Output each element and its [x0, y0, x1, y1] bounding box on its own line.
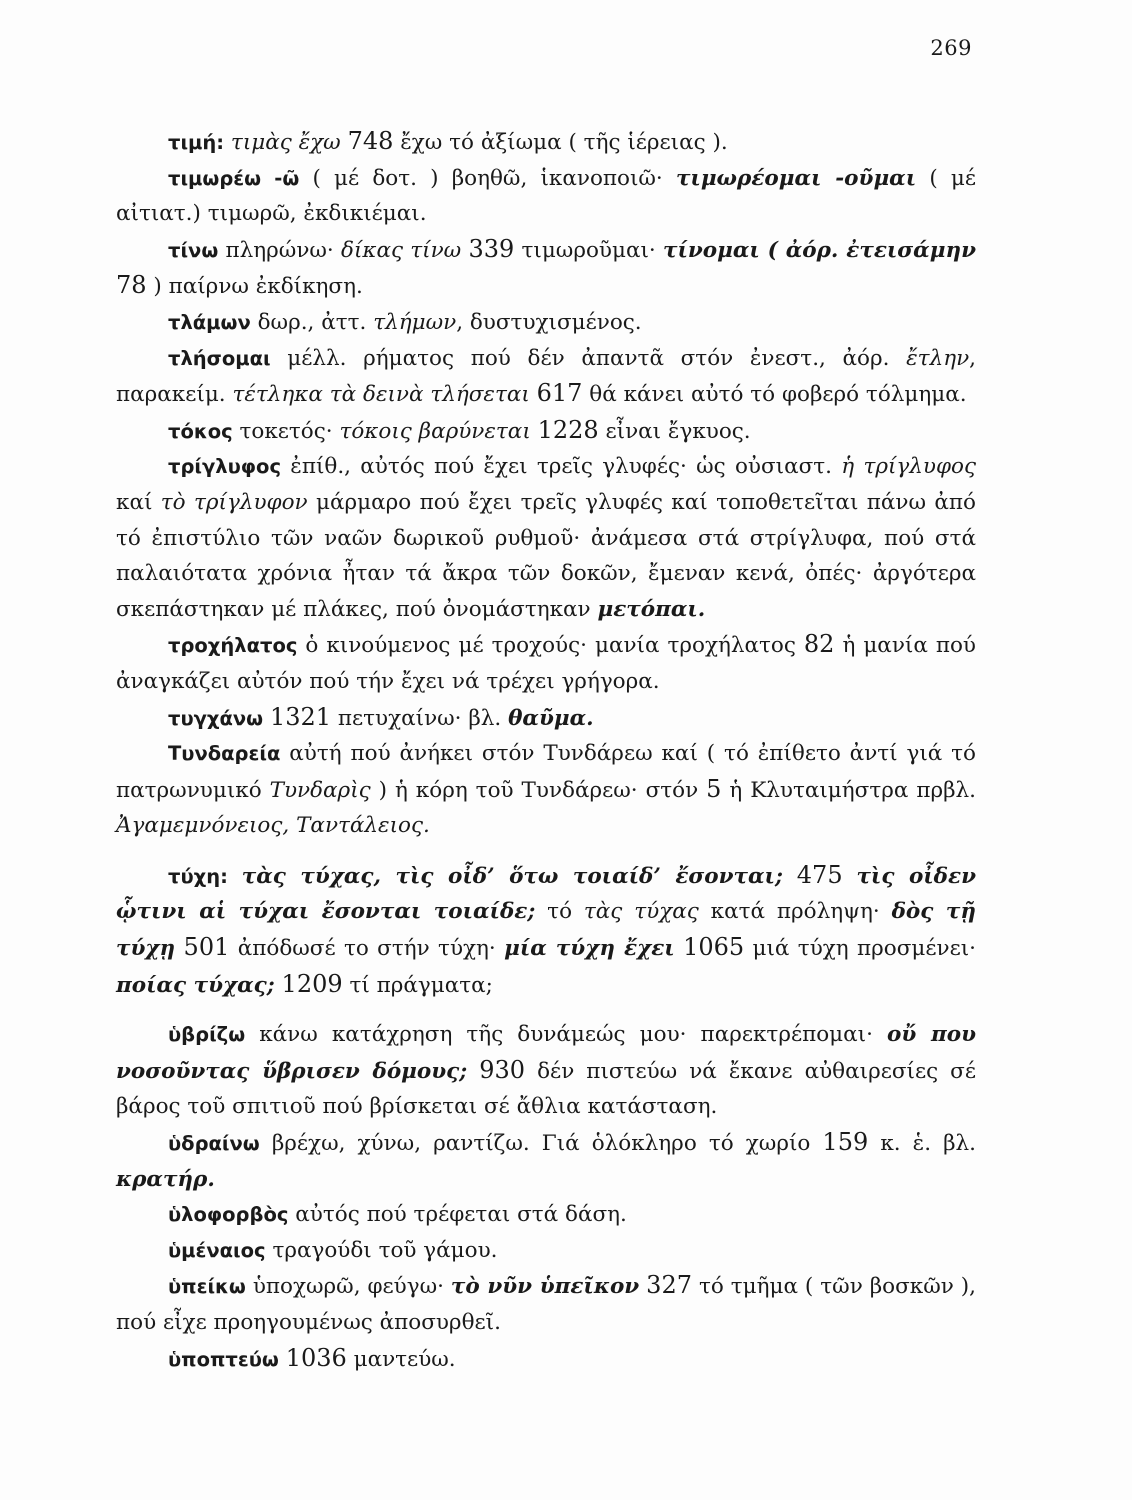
- entry-text: [279, 1347, 286, 1372]
- entry-headword: ὑβρίζω: [168, 1023, 246, 1047]
- entry-italic-phrase: τλήμων: [373, 309, 457, 335]
- entry-text: ἔχω τό ἀξίωμα ( τῆς ἱέρειας ).: [393, 130, 728, 155]
- line-reference: 501: [183, 933, 230, 962]
- entry-headword: τροχήλατος: [168, 634, 298, 658]
- entry-headword: ὑποπτεύω: [168, 1347, 279, 1371]
- entry-italic-phrase: Τυνδαρὶς: [269, 777, 371, 803]
- entry-headword: τυγχάνω: [168, 706, 264, 730]
- entry-quote: μία τύχη ἔχει: [504, 936, 675, 962]
- entry-text: , δυστυχισμένος.: [456, 309, 642, 335]
- entry-text: μάρμαρο πού ἔχει τρεῖς γλυφές καί τοποθετεῖται πάνω ἀπό τό ἐπιστύλιο τῶν ναῶν δωρικοῦ ρυθμοῦ· ἀνάμεσα στά στρίγλυφα, πού στά παλαιότατα χρόνια ἦταν τά ἄκρα τῶν δοκῶν, ἔμεναν κενά, ὀπές· ἀργότερα σκεπάστηκαν μέ πλάκες, πού ὀνομάστηκαν: [116, 489, 976, 622]
- entry-quote: κρατήρ.: [116, 1166, 215, 1192]
- entry-text: ἡ μανία πού ἀναγκάζει αὐτόν πού τήν ἔχει νά τρέχει γρήγορα.: [116, 633, 976, 694]
- entry-text: [224, 130, 231, 155]
- glossary-entry: [116, 1017, 976, 1125]
- entry-italic-phrase: τιμὰς ἔχω: [230, 130, 341, 155]
- entry-text: [263, 706, 270, 731]
- entry-text: μέλλ. ρήματος πού δέν ἀπαντᾶ στόν ἐνεστ., ἀόρ.: [270, 345, 907, 371]
- entry-headword: τύχη:: [168, 864, 228, 888]
- glossary-entry: [116, 305, 976, 341]
- entry-headword: ὑμέναιος: [168, 1238, 266, 1262]
- entry-headword: τόκος: [168, 419, 233, 443]
- glossary-entry: [116, 1197, 976, 1233]
- entry-headword: τιμή:: [168, 131, 225, 154]
- glossary-entry: [116, 700, 976, 737]
- entry-text: ὁ κινούμενος μέ τροχούς· μανία τροχήλατος: [297, 633, 804, 659]
- entry-headword: τλάμων: [168, 310, 251, 334]
- entry-text: [275, 973, 282, 998]
- glossary-entry: [116, 627, 976, 699]
- line-reference: 327: [646, 1271, 692, 1300]
- glossary-entry: [116, 736, 976, 844]
- entry-headword: τλήσομαι: [168, 346, 271, 370]
- entry-text: τό: [535, 899, 584, 925]
- line-reference: 159: [822, 1128, 869, 1157]
- entry-text: , παρακείμ.: [116, 345, 976, 408]
- entry-headword: ὑλοφορβὸς: [168, 1203, 289, 1227]
- entry-italic-phrase: τὰς τύχας: [583, 899, 699, 925]
- glossary-entry: [116, 341, 976, 413]
- line-reference: 617: [536, 379, 583, 408]
- entry-text: ἀπόδωσέ το στήν τύχη·: [229, 936, 505, 962]
- entry-text: κάνω κατάχρηση τῆς δυνάμεώς μου· παρεκτρέπομαι·: [245, 1022, 888, 1048]
- entry-text: ( μέ δοτ. ) βοηθῶ, ἱκανοποιῶ·: [299, 165, 676, 191]
- glossary-entry: [116, 124, 976, 161]
- entry-text: θά κάνει αὐτό τό φοβερό τόλμημα.: [582, 382, 967, 408]
- entry-text: [783, 864, 797, 889]
- entry-text: ( μέ αἰτιατ.) τιμωρῶ, ἐκδικιέμαι.: [116, 165, 977, 227]
- entry-text: τραγούδι τοῦ γάμου.: [265, 1237, 498, 1263]
- entry-text: πετυχαίνω· βλ.: [331, 705, 509, 731]
- glossary-entry: [116, 232, 976, 305]
- glossary-body: [116, 124, 976, 1377]
- glossary-entry: [116, 449, 976, 627]
- entry-quote: μετόπαι.: [597, 596, 706, 622]
- entry-text: [228, 864, 242, 889]
- page-number: 269: [930, 36, 972, 60]
- entry-quote: τὸ νῦν ὑπεῖκον: [450, 1274, 640, 1300]
- entry-quote: τὶς οἶδεν ᾧτινι αἱ τύχαι ἔσονται τοιαίδε;: [116, 863, 977, 925]
- line-reference: 82: [803, 630, 835, 659]
- entry-quote: θαῦμα.: [508, 705, 594, 731]
- entry-italic-phrase: ἔτλην: [906, 345, 970, 371]
- entry-italic-phrase: τέτληκα τὰ δεινὰ τλήσεται: [232, 382, 530, 408]
- entry-quote: τίνομαι ( ἀόρ. ἐτεισάμην: [662, 237, 976, 263]
- entry-text: τοκετός·: [232, 418, 340, 444]
- line-reference: 1065: [683, 933, 745, 962]
- entry-italic-phrase: τὸ τρίγλυφον: [160, 489, 308, 515]
- entry-text: δέν πιστεύω νά ἔκανε αὐθαιρεσίες σέ βάρος τοῦ σπιτιοῦ πού βρίσκεται σέ ἄθλια κατάσταση.: [116, 1058, 976, 1120]
- line-reference: 339: [468, 234, 515, 263]
- line-reference: 1036: [285, 1343, 347, 1372]
- entry-headword: ὑδραίνω: [168, 1132, 260, 1156]
- entry-headword: τιμωρέω -ῶ: [168, 166, 300, 190]
- entry-headword: ὑπείκω: [168, 1275, 246, 1299]
- entry-headword: Τυνδαρεία: [168, 742, 281, 766]
- glossary-entry: [116, 1233, 976, 1269]
- entry-text: μιά τύχη προσμένει·: [744, 936, 977, 962]
- entry-text: [675, 936, 683, 961]
- entry-text: εἶναι ἔγκυος.: [598, 418, 751, 444]
- glossary-entry: [116, 1341, 976, 1378]
- line-reference: 78: [116, 271, 147, 300]
- entry-text: [531, 419, 538, 444]
- entry-text: αὐτός πού τρέφεται στά δάση.: [288, 1202, 627, 1228]
- entry-text: ) ἡ κόρη τοῦ Τυνδάρεω· στόν: [370, 777, 707, 803]
- line-reference: 1321: [269, 702, 332, 731]
- entry-quote: τιμωρέομαι -οῦμαι: [675, 165, 917, 191]
- entry-quote: δὸς τῇ τύχῃ: [116, 899, 976, 962]
- entry-text: [843, 864, 857, 889]
- line-reference: 5: [706, 774, 722, 803]
- entry-text: [175, 936, 183, 961]
- entry-italic-phrase: Ἀγαμεμνόνειος, Ταντάλειος.: [116, 813, 430, 839]
- entry-quote: τὰς τύχας, τὶς οἶδ’ ὅτω τοιαίδ’ ἔσονται;: [241, 863, 783, 889]
- glossary-entry: [116, 413, 976, 450]
- line-reference: 930: [479, 1055, 526, 1084]
- line-reference: 1228: [537, 415, 599, 444]
- glossary-entry: [116, 1125, 976, 1197]
- entry-italic-phrase: ἡ τρίγλυφος: [841, 454, 976, 480]
- entry-headword: τίνω: [168, 238, 219, 262]
- entry-text: βρέχω, χύνω, ραντίζω. Γιά ὁλόκληρο τό χωρίο: [259, 1131, 823, 1157]
- entry-headword: τρίγλυφος: [168, 455, 282, 479]
- glossary-entry: [116, 161, 976, 232]
- entry-quote: οὔ που νοσοῦντας ὕβρισεν δόμους;: [116, 1022, 976, 1084]
- entry-text: καί: [116, 489, 161, 515]
- entry-text: [467, 1059, 479, 1084]
- entry-text: αὐτή πού ἀνήκει στόν Τυνδάρεω καί ( τό ἐπίθετο ἀντί γιά τό πατρωνυμικό: [116, 741, 976, 803]
- line-reference: 475: [796, 860, 843, 889]
- entry-text: ἡ Κλυταιμήστρα πρβλ.: [721, 777, 977, 803]
- entry-text: τό τμῆμα ( τῶν βοσκῶν ), πού εἶχε προηγουμένως ἀποσυρθεῖ.: [116, 1274, 976, 1335]
- glossary-entry: [116, 858, 976, 1003]
- entry-quote: ποίας τύχας;: [116, 972, 275, 998]
- entry-text: ὑποχωρῶ, φεύγω·: [245, 1274, 451, 1300]
- glossary-entry: [116, 1268, 976, 1340]
- entry-text: πληρώνω·: [218, 237, 341, 263]
- entry-text: [341, 130, 348, 155]
- entry-text: ἐπίθ., αὐτός πού ἔχει τρεῖς γλυφές· ὡς οὐσιαστ.: [281, 454, 842, 480]
- entry-text: μαντεύω.: [346, 1346, 456, 1372]
- entry-text: κ. ἑ. βλ.: [868, 1131, 977, 1157]
- entry-text: κατά πρόληψη·: [698, 899, 892, 925]
- entry-text: δωρ., ἀττ.: [250, 309, 374, 335]
- entry-italic-phrase: τόκοις βαρύνεται: [339, 418, 531, 444]
- line-reference: 1209: [281, 969, 343, 998]
- entry-text: τί πράγματα;: [342, 972, 493, 998]
- entry-text: ) παίρνω ἐκδίκηση.: [146, 274, 363, 300]
- entry-italic-phrase: δίκας τίνω: [341, 237, 462, 263]
- entry-text: τιμωροῦμαι·: [514, 237, 663, 263]
- line-reference: 748: [347, 127, 394, 155]
- entry-text: [530, 382, 537, 407]
